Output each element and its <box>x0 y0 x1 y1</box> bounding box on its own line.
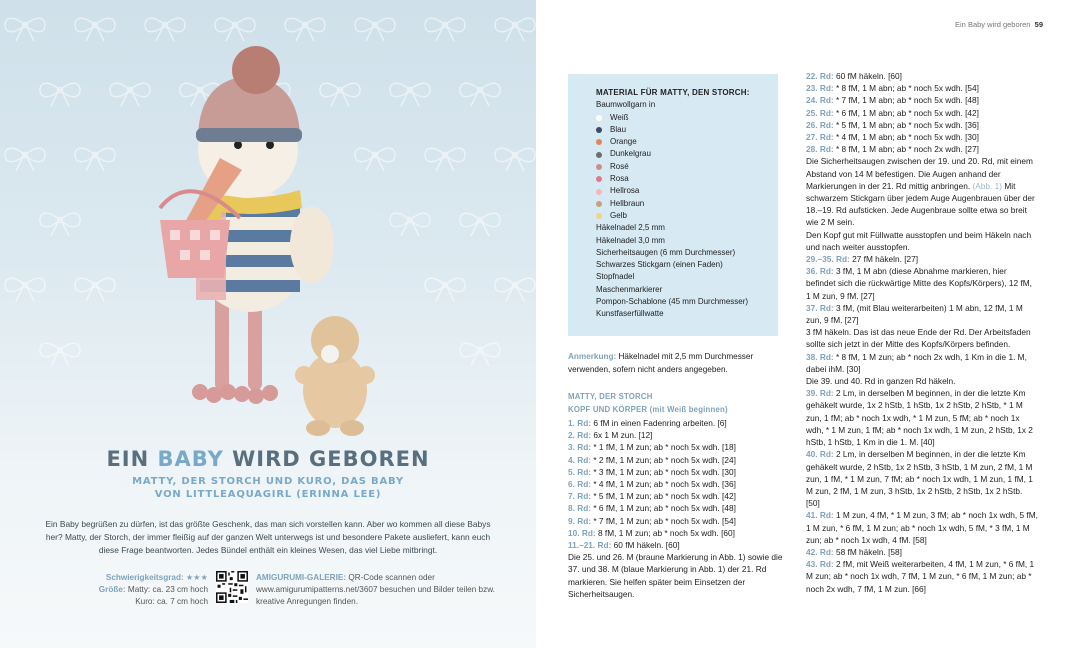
yarn-color-swatch <box>596 201 602 207</box>
round-label: 6. Rd: <box>568 479 592 490</box>
round-label: 43. Rd: <box>806 559 834 570</box>
round-text: * 7 fM, 1 M zun; ab * noch 5x wdh. [54] <box>591 515 736 526</box>
material-heading: MATERIAL FÜR MATTY, DEN STORCH: <box>596 88 750 97</box>
instruction-row <box>806 387 1038 448</box>
round-label: 5. Rd: <box>568 466 592 477</box>
stork-pompom <box>232 46 280 94</box>
round-text: 2 fM, mit Weiß weiterarbeiten, 4 fM, 1 M zun, * 6 fM, 1 M zun; ab * noch 1x wdh, 7 fM, 1 M zun, * 6 fM, 1 M zun; ab * noch 2x wdh, 7 fM, 1 M zun. [66] <box>806 559 1035 594</box>
yarn-item <box>596 185 766 197</box>
yarn-name: Dunkelgrau <box>610 149 651 159</box>
round-label: 27. Rd: <box>806 132 834 143</box>
yarn-name: Blau <box>610 124 627 134</box>
yarn-name: Weiß <box>610 112 629 122</box>
yarn-name: Gelb <box>610 210 627 220</box>
round-label: 36. Rd: <box>806 266 834 277</box>
instruction-row <box>806 351 1038 375</box>
subtitle-line-1: MATTY, DER STORCH UND KURO, DAS BABY <box>132 476 404 487</box>
tool-item: Schwarzes Stickgarn (einen Faden) <box>596 260 723 270</box>
round-label: 29.–35. Rd: <box>806 254 850 265</box>
tool-item: Stopfnadel <box>596 272 635 282</box>
round-text: * 8 fM, 1 M zun; ab * noch 2x wdh, 1 Km in die 1. M, dabei ihM. [30] <box>806 351 1027 374</box>
round-text: * 6 fM, 1 M abn; ab * noch 5x wdh. [42] <box>833 107 979 118</box>
round-text: 6 fM in einen Fadenring arbeiten. [6] <box>591 418 727 428</box>
round-label: 26. Rd: <box>806 119 834 130</box>
round-text: * 8 fM, 1 M abn; ab * noch 5x wdh. [54] <box>833 83 979 94</box>
instruction-row <box>568 527 793 539</box>
tool-item: Kunstfaserfüllwatte <box>596 309 664 319</box>
round-label: 39. Rd: <box>806 388 834 399</box>
col2-paragraph-3: 3 fM häkeln. Das ist das neue Ende der Rd. Der Arbeitsfaden sollte sich jetzt in der Mitte des Kopfs/Körpers befinden. <box>806 327 1031 350</box>
yarn-item <box>596 136 766 148</box>
right-page <box>536 0 1071 648</box>
round-text: * 4 fM, 1 M abn; ab * noch 5x wdh. [30] <box>833 132 979 143</box>
yarn-color-swatch <box>596 115 602 121</box>
round-label: 42. Rd: <box>806 546 834 557</box>
section-heading <box>568 391 788 416</box>
col1-paragraph: Die 25. und 26. M (braune Markierung in Abb. 1) sowie die 37. und 38. M (blaue Markierung in Abb. 1) der 21. Rd markieren. Sie helfen später beim Einsetzen der Sicherheitsaugen. <box>568 552 783 599</box>
instruction-row <box>568 441 793 453</box>
round-label: 4. Rd: <box>568 454 592 465</box>
amigurumi-photo <box>130 40 390 440</box>
yarn-item <box>596 173 766 185</box>
round-label: 37. Rd: <box>806 302 834 313</box>
round-text: * 2 fM, 1 M zun; ab * noch 5x wdh. [24] <box>591 454 736 465</box>
note-label: Anmerkung: <box>568 352 617 361</box>
qr-code[interactable] <box>216 571 248 603</box>
round-label: 8. Rd: <box>568 503 592 514</box>
stork-wing <box>290 207 334 283</box>
yarn-item <box>596 161 766 173</box>
instruction-row <box>806 253 1038 265</box>
instruction-row <box>806 265 1038 302</box>
yarn-name: Hellbraun <box>610 198 645 208</box>
stork-feet <box>192 384 278 404</box>
page-subtitle <box>0 475 536 501</box>
yarn-intro: Baumwollgarn in <box>596 100 656 110</box>
gallery-label: AMIGURUMI-GALERIE: <box>256 573 347 582</box>
instruction-row <box>568 429 793 441</box>
yarn-name: Rosa <box>610 174 629 184</box>
col2-paragraph-4: Die 39. und 40. Rd in ganzen Rd häkeln. <box>806 376 956 387</box>
yarn-color-swatch <box>596 152 602 158</box>
yarn-name: Rosé <box>610 161 629 171</box>
yarn-item <box>596 198 766 210</box>
yarn-color-swatch <box>596 176 602 182</box>
round-label: 41. Rd: <box>806 510 834 521</box>
figure-reference: (Abb. 1) <box>972 180 1003 191</box>
round-label: 24. Rd: <box>806 95 834 106</box>
round-label: 7. Rd: <box>568 491 592 502</box>
yarn-item <box>596 148 766 160</box>
round-text: 3 fM, 1 M abn (diese Abnahme markieren, hier befindet sich die rückwärtige Mitte des Kopfs/Körpers), 12 fM, 1 M zun, 9 fM. [27] <box>806 266 1032 301</box>
round-label: 40. Rd: <box>806 449 834 460</box>
note-text: Häkelnadel mit 2,5 mm Durchmesser verwenden, sofern nicht anders angegeben. <box>568 352 754 374</box>
yarn-name: Orange <box>610 137 637 147</box>
round-text: * 1 fM, 1 M zun; ab * noch 5x wdh. [18] <box>591 442 736 453</box>
intro-paragraph: Ein Baby begrüßen zu dürfen, ist das größte Geschenk, das man sich vorstellen kann. Aber wo kommen all diese Babys her? Matty, der Storch, der immer fleißig auf der ganzen Welt unterwegs ist und besondere Pakete ausliefert, kann euch diese Frage beantworten. Jedes Bündel enthält ein kleines Wesen, das viel Liebe mitbringt. <box>45 519 491 555</box>
instruction-row <box>806 70 1038 82</box>
instruction-row <box>568 539 793 551</box>
instruction-row <box>806 302 1038 326</box>
note <box>568 350 788 376</box>
yarn-name: Hellrosa <box>610 186 640 196</box>
instructions-column-1 <box>568 417 793 600</box>
col2-paragraph-1: Die Sicherheitsaugen zwischen der 19. und 20. Rd, mit einem Abstand von 14 M befestigen. Die Augen anhand der Markierungen in der 21. Rd mittig anbringen. (Abb. 1) Mit schwarzem Stickgarn über jedem Auge Augenbrauen über der 18.–19. Rd aufsticken. Jede Augenbraue sollte etwa so breit wie 2 M sein. <box>806 156 1035 228</box>
instruction-row <box>806 509 1038 546</box>
instruction-row <box>568 417 793 429</box>
running-header-title: Ein Baby wird geboren <box>955 20 1031 29</box>
instruction-row <box>568 515 793 527</box>
round-label: 1. Rd: <box>568 418 592 428</box>
round-label: 38. Rd: <box>806 351 834 362</box>
instruction-row <box>568 454 793 466</box>
instruction-row <box>806 131 1038 143</box>
round-label: 2. Rd: <box>568 430 592 441</box>
page-title: EIN BABY WIRD GEBOREN <box>106 447 430 471</box>
yarn-item <box>596 124 766 136</box>
round-text: 2 Lm, in derselben M beginnen, in der die letzte Km gehäkelt wurde, 2 hStb, 1x 2 hStb, 3 hStb, 1 M zun, 2 fM, 1 M zun, 1 fM, * 1 M zun, 7 fM; ab * noch 1x wdh, 1 M zun, 1 fM, 1 M zun, 2 fM, 1 M zun, 3 hStb, 1x 2 hStb, 2 hStb, 1x 2 hStb. [50] <box>806 449 1033 509</box>
instruction-row <box>568 478 793 490</box>
size-matty: Matty: ca. 23 cm hoch <box>127 585 208 594</box>
instruction-row <box>568 490 793 502</box>
instruction-row <box>806 94 1038 106</box>
round-text: 27 fM häkeln. [27] <box>849 254 919 265</box>
difficulty-stars: ★★★ <box>185 573 208 582</box>
instruction-row <box>806 119 1038 131</box>
page-number: 59 <box>1034 20 1043 29</box>
instruction-row <box>806 82 1038 94</box>
instruction-row <box>806 448 1038 509</box>
baby-kuro <box>295 316 375 436</box>
col2-paragraph-2: Den Kopf gut mit Füllwatte ausstopfen und beim Häkeln nach und nach weiter ausstopfen. <box>806 229 1032 252</box>
instruction-row <box>806 143 1038 155</box>
section-title: MATTY, DER STORCH <box>568 392 653 401</box>
yarn-color-swatch <box>596 189 602 195</box>
round-text: 8 fM, 1 M zun; ab * noch 5x wdh. [60] <box>595 527 735 538</box>
yarn-item <box>596 112 766 124</box>
running-header <box>955 20 1043 29</box>
round-label: 22. Rd: <box>806 71 834 81</box>
round-text: * 7 fM, 1 M abn; ab * noch 5x wdh. [48] <box>833 95 979 106</box>
round-text: 60 fM häkeln. [60] <box>611 540 680 551</box>
tool-list <box>596 222 766 320</box>
size-label: Größe: <box>98 585 126 594</box>
col2-rows-c <box>806 351 1038 375</box>
gallery-text: QR-Code scannen oder www.amigurumipatterns.net/3607 besuchen und Bilder teilen bzw. kreative Anregungen finden. <box>256 573 495 606</box>
instruction-row <box>806 107 1038 119</box>
size-kuro: Kuro: ca. 7 cm hoch <box>135 597 208 606</box>
round-text: 60 fM häkeln. [60] <box>833 71 902 81</box>
round-text: 6x 1 M zun. [12] <box>591 430 653 441</box>
round-label: 10. Rd: <box>568 527 596 538</box>
subtitle-line-2: VON LITTLEAQUAGIRL (ERINNA LEE) <box>154 489 382 500</box>
yarn-color-swatch <box>596 213 602 219</box>
round-text: 2 Lm, in derselben M beginnen, in der die letzte Km gehäkelt wurde, 1x 2 hStb, 1 hStb, 1x 2 hStb, 2 hStb, * 1 M zun, 1 fM; ab * noch 1x wdh, * 1 M zun, 5 fM; ab * noch 1x wdh, * 1 M zun, 1 fM; ab * noch 1x wdh, 1 M zun, 2 hStb, 1x 2 hStb, 1 hStb, 1 Km in die 1. M. [40] <box>806 388 1033 448</box>
round-label: 9. Rd: <box>568 515 592 526</box>
instruction-row <box>806 558 1038 595</box>
col1-rows <box>568 417 793 551</box>
round-text: * 5 fM, 1 M zun; ab * noch 5x wdh. [42] <box>591 491 736 502</box>
pattern-meta <box>60 572 208 608</box>
round-text: * 6 fM, 1 M zun; ab * noch 5x wdh. [48] <box>591 503 736 514</box>
tool-item: Maschenmarkierer <box>596 284 663 294</box>
tool-item: Häkelnadel 3,0 mm <box>596 235 665 245</box>
instruction-row <box>806 546 1038 558</box>
col2-rows-d <box>806 387 1038 594</box>
yarn-color-swatch <box>596 127 602 133</box>
round-text: * 5 fM, 1 M abn; ab * noch 5x wdh. [36] <box>833 119 979 130</box>
yarn-list <box>596 112 766 223</box>
round-text: 3 fM, (mit Blau weiterarbeiten) 1 M abn, 12 fM, 1 M zun, 9 fM. [27] <box>806 302 1023 326</box>
yarn-color-swatch <box>596 164 602 170</box>
round-label: 11.–21. Rd: <box>568 540 612 551</box>
difficulty-label: Schwierigkeitsgrad: <box>105 573 184 582</box>
instructions-column-2 <box>806 70 1038 595</box>
round-label: 3. Rd: <box>568 442 592 453</box>
round-text: * 4 fM, 1 M zun; ab * noch 5x wdh. [36] <box>591 479 736 490</box>
section-subtitle: KOPF UND KÖRPER (mit Weiß beginnen) <box>568 404 728 414</box>
round-label: 28. Rd: <box>806 144 834 155</box>
tool-item: Pompon-Schablone (45 mm Durchmesser) <box>596 297 749 307</box>
instruction-row <box>568 502 793 514</box>
instruction-row <box>568 466 793 478</box>
col2-rows-a <box>806 70 1038 155</box>
tool-item: Sicherheitsaugen (6 mm Durchmesser) <box>596 247 736 257</box>
round-text: * 3 fM, 1 M zun; ab * noch 5x wdh. [30] <box>591 466 736 477</box>
gallery-info <box>256 572 496 608</box>
round-text: 1 M zun, 4 fM, * 1 M zun, 3 fM; ab * noch 1x wdh, 5 fM, 1 M zun, * 6 fM, 1 M zun; ab * noch 1x wdh, 5 fM, * 3 fM, 1 M zun; ab * noch 1x wdh, 4 fM. [58] <box>806 510 1038 545</box>
yarn-item <box>596 210 766 222</box>
round-text: * 8 fM, 1 M abn; ab * noch 2x wdh. [27] <box>833 144 979 155</box>
yarn-color-swatch <box>596 139 602 145</box>
tool-item: Häkelnadel 2,5 mm <box>596 223 665 233</box>
col2-rows-b <box>806 253 1038 326</box>
round-label: 25. Rd: <box>806 107 834 118</box>
round-label: 23. Rd: <box>806 83 834 94</box>
material-box <box>568 74 778 336</box>
round-text: 58 fM häkeln. [58] <box>833 546 902 557</box>
